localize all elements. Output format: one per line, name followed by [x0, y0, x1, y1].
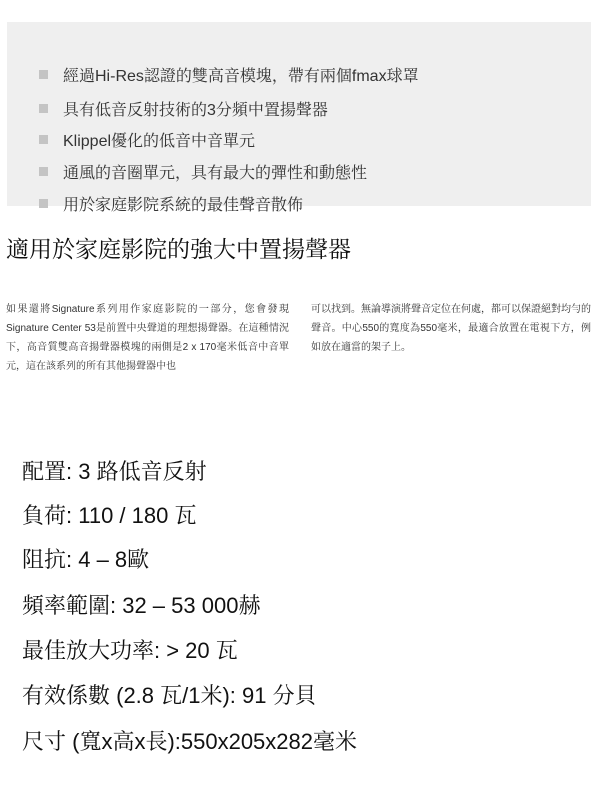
square-bullet-icon	[39, 135, 48, 144]
square-bullet-icon	[39, 199, 48, 208]
square-bullet-icon	[39, 104, 48, 113]
feature-item	[39, 62, 419, 86]
feature-item	[39, 96, 328, 120]
square-bullet-icon	[39, 70, 48, 79]
description-left-column: 如果還將Signature系列用作家庭影院的一部分，您會發現Signature Center 53是前置中央聲道的理想揚聲器。在這種情況下，高音質雙高音揚聲器模塊的兩側是2 x 170毫米低音中音單元，這在該系列的所有其他揚聲器中也	[6, 304, 289, 372]
feature-item	[39, 127, 255, 151]
feature-text: 經過Hi-Res認證的雙高音模塊，帶有兩個fmax球罩	[63, 67, 419, 85]
spec-item: 阻抗: 4 – 8歐	[22, 547, 150, 572]
description-right-column: 可以找到。無論導演將聲音定位在何處，都可以保證絕對均勻的聲音。中心550的寬度為550毫米，最適合放置在電視下方，例如放在適當的架子上。	[311, 304, 591, 353]
feature-text: 具有低音反射技術的3分頻中置揚聲器	[63, 101, 328, 119]
spec-item: 最佳放大功率: > 20 瓦	[22, 638, 238, 663]
features-panel	[7, 22, 591, 214]
section-heading: 適用於家庭影院的強大中置揚聲器	[6, 236, 351, 262]
feature-item	[39, 191, 303, 215]
square-bullet-icon	[39, 167, 48, 176]
spec-item: 尺寸 (寬x高x長):550x205x282毫米	[22, 729, 357, 754]
spec-item: 負荷: 110 / 180 瓦	[22, 503, 197, 528]
feature-text: Klippel優化的低音中音單元	[63, 132, 256, 150]
feature-text: 用於家庭影院系統的最佳聲音散佈	[63, 196, 304, 214]
feature-item	[39, 159, 367, 183]
feature-text: 通風的音圈單元，具有最大的彈性和動態性	[63, 164, 368, 182]
spec-item: 頻率範圍: 32 – 53 000赫	[22, 593, 261, 618]
spec-item: 有效係數 (2.8 瓦/1米): 91 分貝	[22, 683, 317, 708]
spec-item: 配置: 3 路低音反射	[22, 459, 207, 484]
